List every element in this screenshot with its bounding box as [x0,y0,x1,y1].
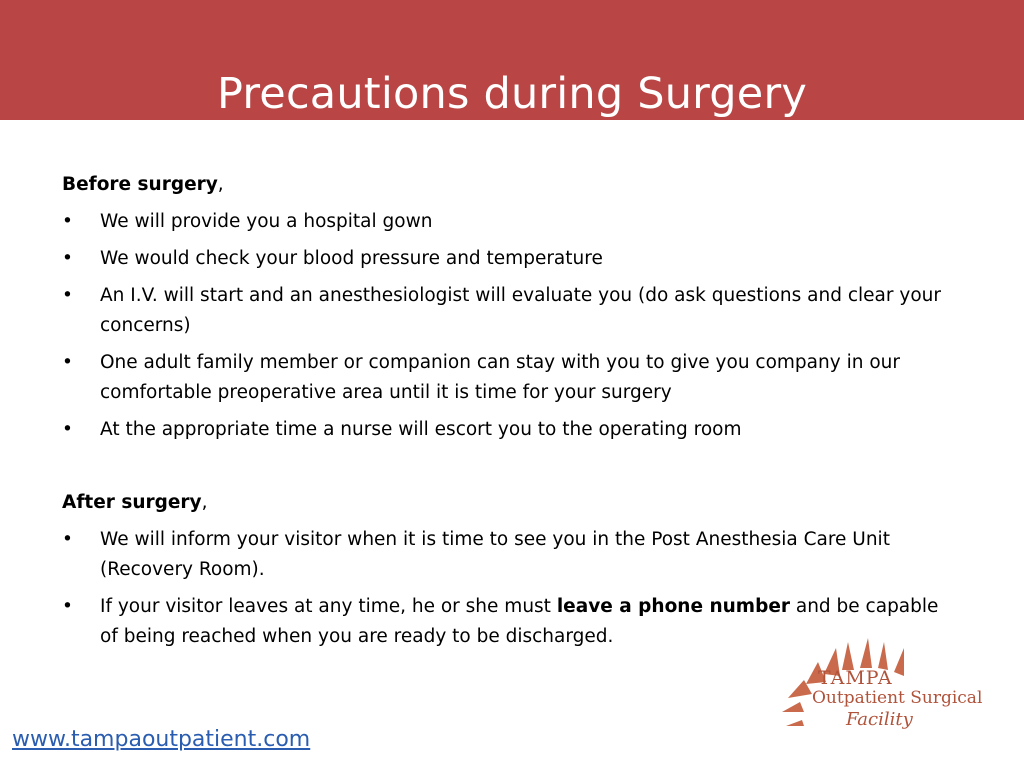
bullet-icon: • [62,211,73,232]
logo-line-facility: Facility [846,709,913,730]
website-link[interactable]: www.tampaoutpatient.com [12,727,311,752]
list-item [62,281,962,341]
after-surgery-heading [62,488,962,518]
list-item-text: One adult family member or companion can stay with you to give you company in our comfortable preoperative area until it is time for your surgery [100,352,900,403]
before-surgery-list [62,207,962,445]
after-surgery-list [62,525,962,652]
section-spacer [62,452,962,488]
before-heading-suffix: , [217,174,224,195]
list-item-emphasis: leave a phone number [556,596,790,617]
bullet-icon: • [62,529,73,550]
list-item-text: We will inform your visitor when it is time to see you in the Post Anesthesia Care Unit (Recovery Room). [100,529,890,580]
list-item [62,415,962,445]
list-item [62,207,962,237]
bullet-icon: • [62,352,73,373]
list-item [62,244,962,274]
list-item-text-before: If your visitor leaves at any time, he or she must [100,596,557,617]
after-heading-suffix: , [201,492,208,513]
bullet-icon: • [62,596,73,617]
logo-line-tampa: TAMPA [818,667,893,689]
after-heading-text: After surgery [62,492,202,513]
logo-line-outpatient: Outpatient Surgical [812,688,983,708]
list-item-text: An I.V. will start and an anesthesiologist will evaluate you (do ask questions and clear your concerns) [100,285,941,336]
before-heading-text: Before surgery [62,174,218,195]
bullet-icon: • [62,419,73,440]
list-item-text: We would check your blood pressure and temperature [100,248,603,269]
list-item [62,525,962,585]
list-item-text-after: and be capable of being reached when you are ready to be discharged. [100,596,939,647]
slide-title: Precautions during Surgery [217,69,807,119]
list-item-text: We will provide you a hospital gown [100,211,433,232]
slide-content [62,170,962,659]
bullet-icon: • [62,248,73,269]
list-item [62,348,962,408]
before-surgery-heading [62,170,962,200]
list-item-text: At the appropriate time a nurse will escort you to the operating room [100,419,742,440]
bullet-icon: • [62,285,73,306]
